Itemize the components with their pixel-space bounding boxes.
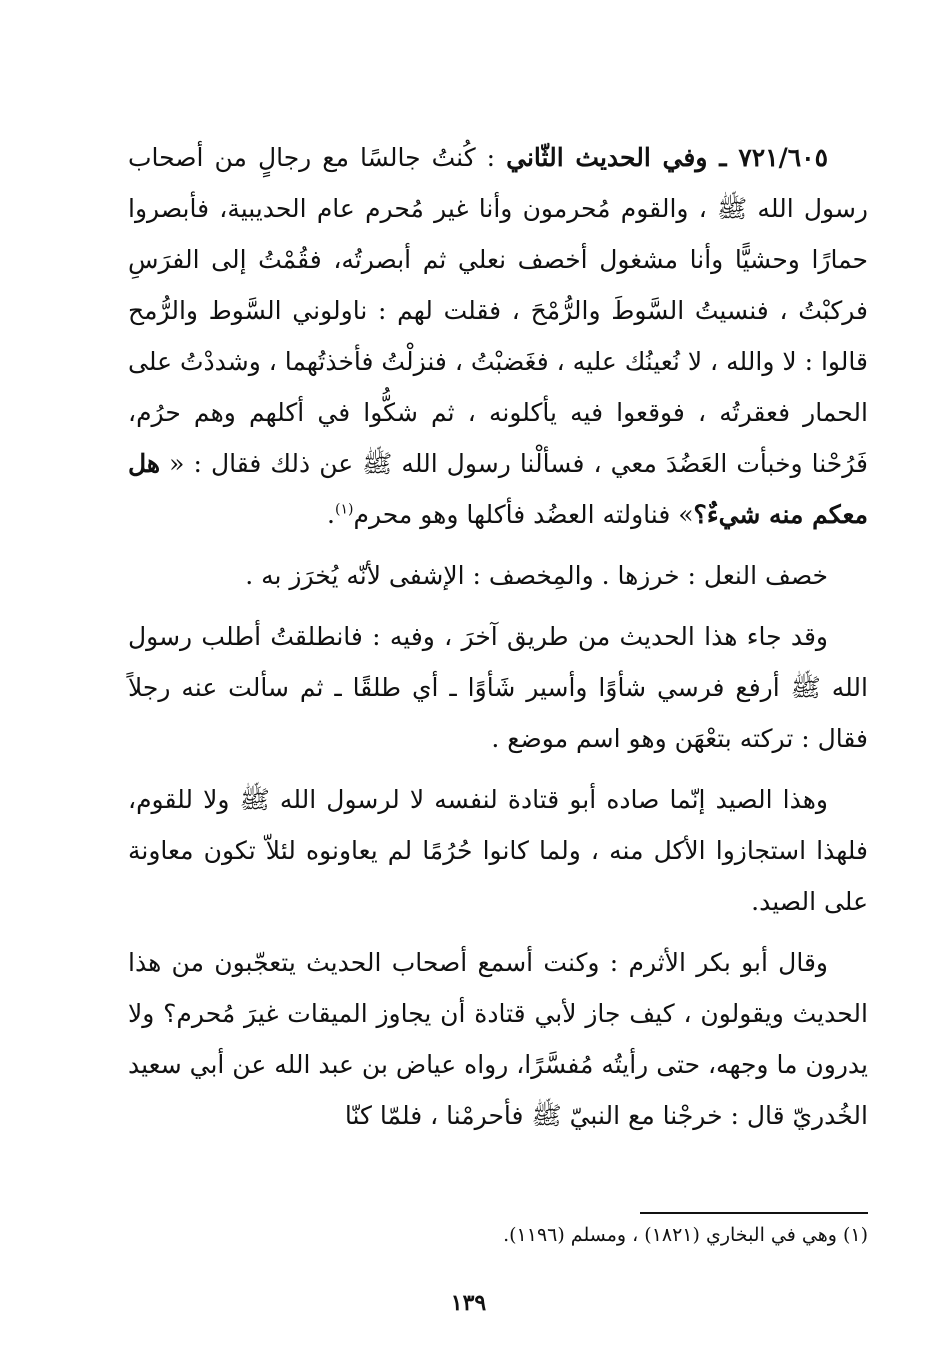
- sentence-end: .: [327, 500, 335, 529]
- footnote-divider: [640, 1212, 868, 1214]
- prophet-quote: هل معكم منه شيءٌ؟: [128, 449, 868, 529]
- hadith-number-heading: ٧٢١/٦٠٥ ـ وفي الحديث الثّاني: [506, 143, 829, 172]
- commentary-paragraph: [128, 611, 868, 764]
- commentary-paragraph: [128, 937, 868, 1141]
- footnote: (١) وهي في البخاري (١٨٢١) ، ومسلم (١١٩٦).: [503, 1224, 868, 1246]
- commentary-text: وقد جاء هذا الحديث من طريق آخرَ ، وفيه : فانطلقتُ أطلب رسول الله ﷺ أرفع فرسي شأوًا وأسير شَأوًا ـ أي طلقًا ـ ثم سألت عنه رجلاً فقال : تركته بتعْهَن وهو اسم موضع .: [128, 622, 868, 753]
- commentary-text: وقال أبو بكر الأثرم : وكنت أسمع أصحاب الحديث يتعجّبون من هذا الحديث ويقولون ، كيف جاز لأبي قتادة أن يجاوز الميقات غيرَ مُحرم؟ ولا يدرون ما وجهه، حتى رأيتُه مُفسَّرًا، رواه عياض بن عبد الله عن أبي سعيد الخُدريّ قال : خرجْنا مع النبيّ ﷺ فأحرمْنا ، فلمّا كنّا: [127, 948, 868, 1130]
- hadith-text-end: » فناولته العضُد فأكلها وهو محرم: [353, 500, 694, 529]
- commentary-paragraph: [128, 774, 868, 927]
- commentary-text: وهذا الصيد إنّما صاده أبو قتادة لنفسه لا لرسول الله ﷺ ولا للقوم، فلهذا استجازوا الأكل منه ، ولما كانوا حُرُمًا لم يعاونوه لئلاّ تكون معاونة على الصيد.: [128, 785, 868, 916]
- glossary-text: خصف النعل : خرزها . والمِخصف : الإشفى لأنّه يُخرَز به .: [245, 561, 828, 590]
- main-text: [128, 132, 868, 1151]
- page-number: ١٣٩: [450, 1290, 487, 1316]
- glossary-paragraph: [128, 550, 868, 601]
- hadith-paragraph: [128, 132, 868, 540]
- footnote-marker: (١): [335, 501, 354, 518]
- hadith-text: : كُنتُ جالسًا مع رجالٍ من أصحاب رسول الله ﷺ ، والقوم مُحرمون وأنا غير مُحرم عام الحديبية، فأبصروا حمارًا وحشيًّا وأنا مشغول أخصف نعلي ثم أبصرتُه، فقُمْتُ إلى الفرَسِ فركبْتُ ، فنسيتُ السَّوطَ والرُّمْحَ ، فقلت لهم : ناولوني السَّوط والرُّمح قالوا : لا والله ، لا نُعينُك عليه ، فغَضبْتُ ، فنزلْتُ فأخذتُهما ، وشددْتُ على الحمار فعقرتُه ، فوقعوا فيه يأكلونه ، ثم شكُّوا في أكلهم وهم حرُم، فَرُحْنا وخبأت العَضُدَ معي ، فسألْنا رسول الله ﷺ عن ذلك فقال : «: [128, 143, 868, 478]
